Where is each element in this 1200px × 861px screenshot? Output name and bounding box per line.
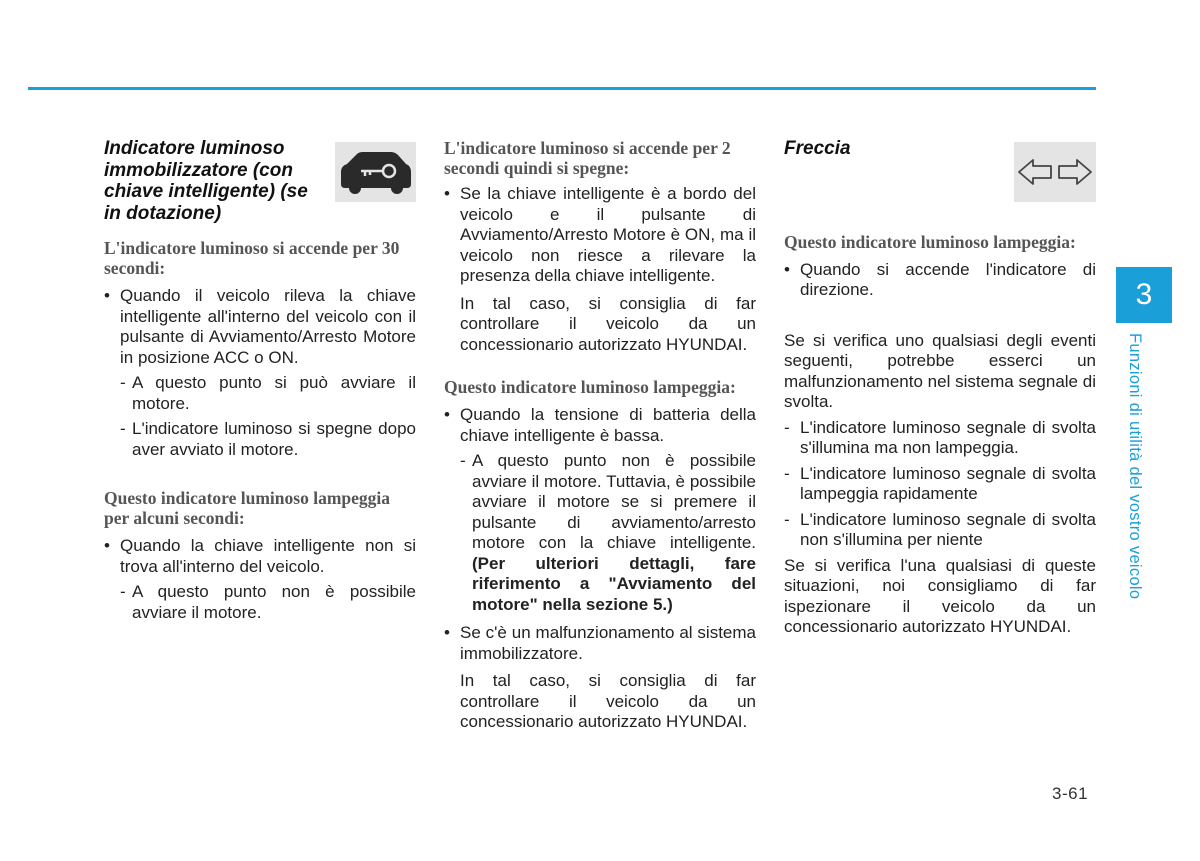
column-immobilizer-continued bbox=[444, 138, 756, 733]
list-subitem: - L'indicatore luminoso segnale di svolta s'illumina ma non lampeggia. bbox=[784, 417, 1096, 457]
list-item: • Quando la tensione di batteria della chiave intelligente è bassa. bbox=[444, 405, 756, 445]
column-immobilizer bbox=[104, 138, 416, 623]
chapter-title: Funzioni di utilità del vostro veicolo bbox=[1126, 333, 1144, 600]
paragraph: Se si verifica l'una qualsiasi di queste situazioni, noi consigliamo di far ispezionare il veicolo da un concessionario autorizzato HYUNDAI. bbox=[784, 555, 1096, 636]
subheading-blinks: Questo indicatore luminoso lampeggia: bbox=[784, 231, 1076, 252]
list-item: • Se la chiave intelligente è a bordo del veicolo e il pulsante di Avviamento/Arresto Motore è ON, ma il veicolo non riesce a rilevare la presenza della chiave intelligente. bbox=[444, 184, 756, 285]
turn-signal-arrows-icon bbox=[1014, 142, 1096, 202]
list-item: • Quando la chiave intelligente non si trova all'interno del veicolo. bbox=[104, 536, 416, 576]
paragraph: Se si verifica uno qualsiasi degli eventi seguenti, potrebbe esserci un malfunzionamento nel sistema segnale di svolta. bbox=[784, 330, 1096, 411]
list-subitem: - A questo punto si può avviare il motore. bbox=[120, 373, 416, 413]
chapter-tab: 3 bbox=[1116, 267, 1172, 323]
section-heading-turn-signal: Freccia bbox=[784, 138, 851, 159]
paragraph: In tal caso, si consiglia di far controllare il veicolo da un concessionario autorizzato HYUNDAI. bbox=[460, 671, 756, 731]
list-subitem: - L'indicatore luminoso segnale di svolta lampeggia rapidamente bbox=[784, 463, 1096, 503]
list-item: • Quando si accende l'indicatore di direzione. bbox=[784, 259, 1096, 299]
subheading-30-seconds: L'indicatore luminoso si accende per 30 secondi: bbox=[104, 238, 400, 278]
subheading-blinks-seconds: Questo indicatore luminoso lampeggia per alcuni secondi: bbox=[104, 488, 391, 528]
car-key-icon bbox=[335, 142, 416, 202]
list-item: • Se c'è un malfunzionamento al sistema immobilizzatore. bbox=[444, 623, 756, 663]
list-subitem: - L'indicatore luminoso si spegne dopo aver avviato il motore. bbox=[120, 419, 416, 459]
list-subitem: - A questo punto non è possibile avviare il motore. bbox=[120, 582, 416, 622]
list-subitem: - A questo punto non è possibile avviare il motore. Tuttavia, è possibile avviare il motore se si premere il pulsante di avviamento/arresto motore con la chiave intelligente. (Per ulteriori dettagli, fare riferimento a "Avviamento del motore" nella sezione 5.) bbox=[460, 451, 756, 614]
page-number: 3-61 bbox=[1052, 784, 1089, 803]
subheading-blinks: Questo indicatore luminoso lampeggia: bbox=[444, 377, 736, 397]
list-item: • Quando il veicolo rileva la chiave intelligente all'interno del veicolo con il pulsante di Avviamento/Arresto Motore in posizione ACC o ON. bbox=[104, 286, 416, 367]
subheading-2-seconds: L'indicatore luminoso si accende per 2 secondi quindi si spegne: bbox=[444, 138, 731, 178]
paragraph: In tal caso, si consiglia di far controllare il veicolo da un concessionario autorizzato HYUNDAI. bbox=[460, 293, 756, 354]
immobilizer-icon-box bbox=[335, 142, 416, 202]
column-turn-signal bbox=[784, 138, 1096, 638]
bold-reference: (Per ulteriori dettagli, fare riferimento a "Avviamento del motore" nella sezione 5.) bbox=[472, 553, 756, 614]
section-heading-immobilizer: Indicatore luminoso immobilizzatore (con chiave intelligente) (se in dotazione) bbox=[104, 138, 308, 224]
list-subitem: - L'indicatore luminoso segnale di svolta non s'illumina per niente bbox=[784, 509, 1096, 549]
turn-signal-icon-box bbox=[1014, 142, 1096, 202]
top-rule bbox=[28, 87, 1096, 90]
